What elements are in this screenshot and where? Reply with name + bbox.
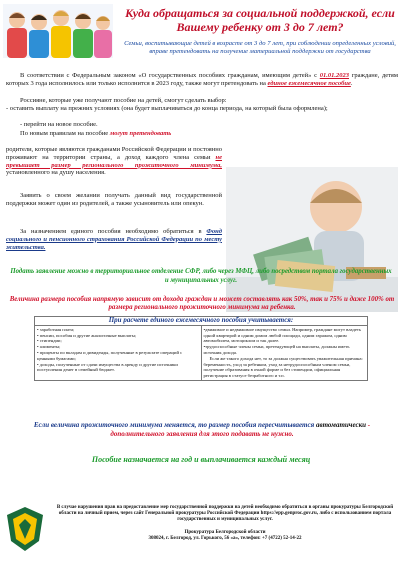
income-table	[34, 316, 368, 381]
footer-org: Прокуратура Белгородской области	[184, 529, 266, 535]
table-left-column	[35, 325, 202, 380]
amount-info: Величина размера пособия напрямую зависит от дохода граждан и может составлять как 50%, так и 75% и даже 100% от размера регионального прожиточного минимума на ребенка.	[9, 296, 395, 312]
page-title: Куда обращаться за социальной поддержкой, если Вашему ребенку от 3 до 7 лет?	[125, 6, 395, 34]
list-item: • стипендии;	[37, 338, 62, 344]
list-item: Если же такого дохода нет, то за должна существовать уважительная причина: беременность, уход за ребенком, уход за нетрудоспособным членом семьи, получение образования в очной форме и без стипендии, официальная регистрация в статусе безработного и т.п.	[203, 355, 363, 379]
prosecutor-emblem-icon	[5, 505, 45, 553]
list-item: • проценты по вкладам и дивиденды, полученные в результате операций с ценными бумагами;	[37, 349, 183, 361]
footer	[55, 505, 395, 542]
recalculation-info: Если величина прожиточного минимума меняется, то размер пособия пересчитывается автоматически - дополнительного заявления для этого подавать не нужно.	[33, 421, 371, 438]
children-photo	[3, 4, 113, 58]
fund-paragraph: За назначением единого пособия необходимо обратиться в Фонд социального и пенсионного страхования Российской Федерации по месту жительства.	[6, 228, 222, 251]
intro-paragraph: В соответствии с Федеральным законом «О государственных пособиях гражданам, имеющим детей» с 01.01.2023 граждане, детям которых 3 года исполнилось или только исполнится в 2023 году, также могут претендовать на единое ежемесячное пособие.	[6, 72, 398, 87]
footer-address: 308024, г. Белгород, ул. Горького, 56 «а», телефон: +7 (4722) 52-14-22	[148, 535, 302, 541]
date-highlight: 01.01.2023	[319, 72, 349, 79]
apply-info: Подать заявление можно в территориальное отделение СФР, либо через МФЦ, либо посредством портала государственных и муниципальных услуг.	[10, 268, 392, 284]
list-item: • пенсии, пособия и другие аналогичные выплаты;	[37, 332, 137, 338]
option-keep: - оставить выплату на прежних условиях (она будет выплачиваться до конца периода, на который была оформлена);	[6, 105, 328, 112]
table-right-column	[201, 325, 368, 380]
eligibility-paragraph: родители, которые являются гражданами Российской Федерации и постоянно проживают на территории страны, а доход каждого члена семьи не превышает размер регионального прожиточного минимума, установленного на душу населения.	[6, 146, 222, 177]
benefit-highlight: единое ежемесячное пособие	[267, 79, 351, 87]
choice-paragraph: Россияне, которые уже получают пособие на детей, смогут сделать выбор:	[20, 97, 227, 104]
page-subtitle: Семьи, воспитывающие детей в возрасте от 3 до 7 лет, при соблюдении определенных условий, вправе претендовать на получение материальной поддержки от государства	[124, 40, 396, 55]
footer-text: В случае нарушения прав на предоставление мер государственной поддержки на детей необходимо обратиться в органы прокуратуры Белгородской области на личный прием, через сайт Генеральной прокуратуры Российской Федерации https://epp.genproc.gov.ru, либо с использованием портала государственных и муниципальных услуг.	[56, 505, 394, 523]
payment-schedule: Пособие назначается на год и выплачивается каждый месяц	[91, 455, 311, 464]
baby-with-money-photo	[226, 167, 398, 312]
option-new: - перейти на новое пособие.	[20, 121, 98, 128]
list-item: •движимое и недвижимое имущество семьи. Например, граждане могут владеть одной квартирой и одним домом любой площади, одним гаражом, одним автомобилем, мотоциклом и так далее.	[203, 326, 362, 344]
table-header: При расчете единого ежемесячного пособия учитывается:	[35, 317, 368, 326]
eligibility-top: По новым правилам на пособие могут претендовать	[20, 130, 172, 137]
list-item: • заработная плата;	[37, 326, 75, 332]
list-item: • доходы, полученные от сдачи имущества в аренду и другие источники поступления денег в семейный бюджет.	[37, 361, 178, 373]
list-item: • алименты;	[37, 344, 61, 350]
list-item: •трудоспособные члены семьи, претендующей на выплаты, должны иметь источник дохода.	[203, 344, 350, 355]
applicant-paragraph: Заявить о своем желании получать данный вид государственной поддержки может один из родителей, а также усыновитель или опекун.	[6, 192, 222, 207]
